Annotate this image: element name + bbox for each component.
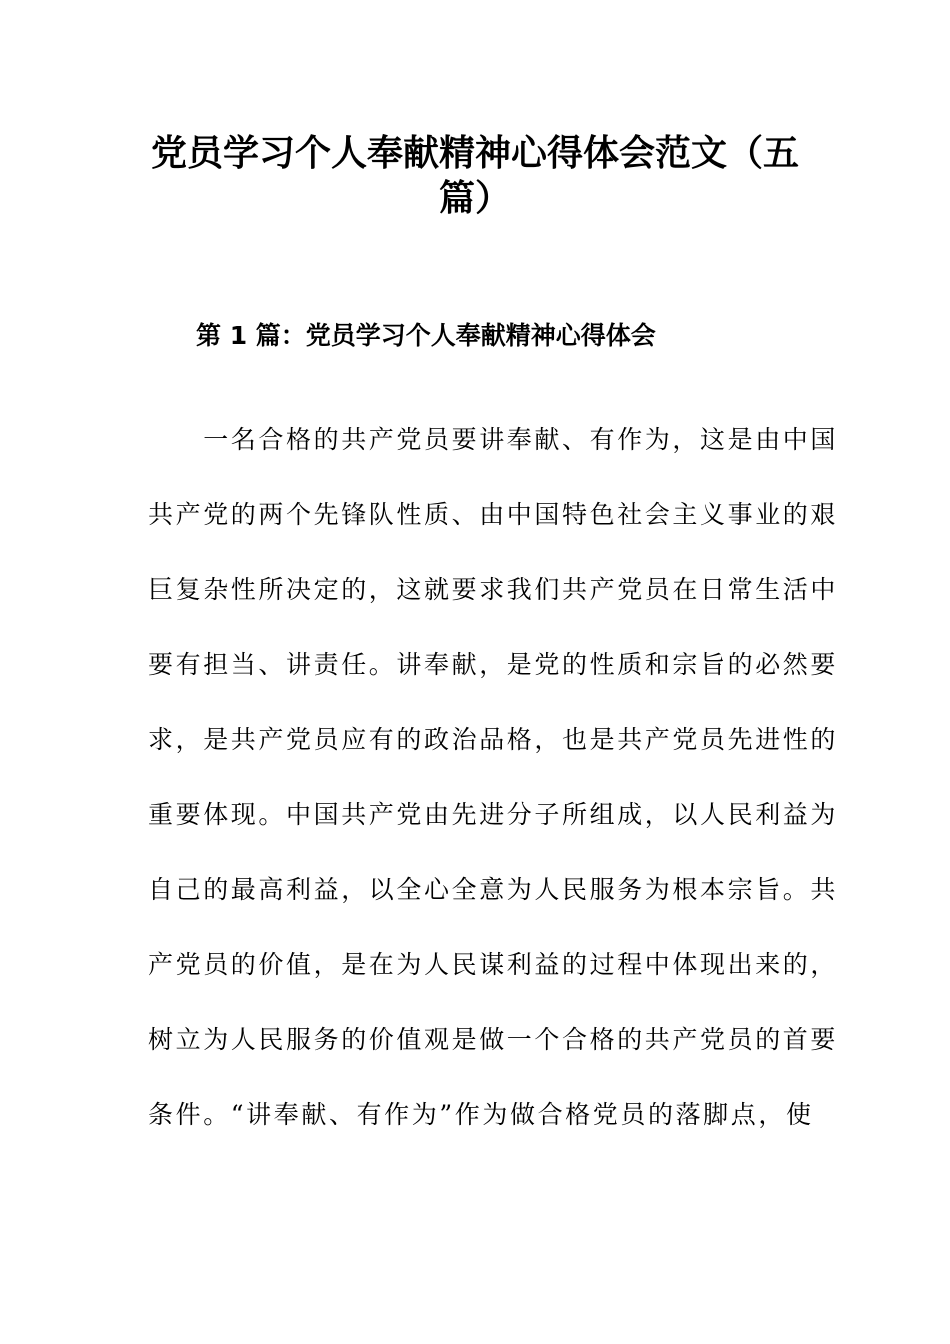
body-text-line: 自己的最高利益，以全心全意为人民服务为根本宗旨。共 [148, 875, 839, 904]
section-heading: 第 1 篇：党员学习个人奉献精神心得体会 [196, 321, 656, 350]
body-text-line: 条件。“讲奉献、有作为”作为做合格党员的落脚点，使 [148, 1100, 814, 1129]
body-text-line: 重要体现。中国共产党由先进分子所组成，以人民利益为 [148, 800, 839, 829]
document-title-line-1: 党员学习个人奉献精神心得体会范文（五 [150, 133, 799, 174]
body-text-line: 共产党的两个先锋队性质、由中国特色社会主义事业的艰 [148, 500, 839, 529]
body-text-line: 一名合格的共产党员要讲奉献、有作为，这是由中国 [148, 425, 839, 454]
body-text-line: 树立为人民服务的价值观是做一个合格的共产党员的首要 [148, 1025, 839, 1054]
body-text-line: 巨复杂性所决定的，这就要求我们共产党员在日常生活中 [148, 575, 839, 604]
document-title-line-2: 篇） [438, 178, 511, 219]
body-text-line: 要有担当、讲责任。讲奉献，是党的性质和宗旨的必然要 [148, 650, 839, 679]
body-text-line: 求，是共产党员应有的政治品格，也是共产党员先进性的 [148, 725, 839, 754]
body-text-line: 产党员的价值，是在为人民谋利益的过程中体现出来的， [148, 950, 839, 979]
